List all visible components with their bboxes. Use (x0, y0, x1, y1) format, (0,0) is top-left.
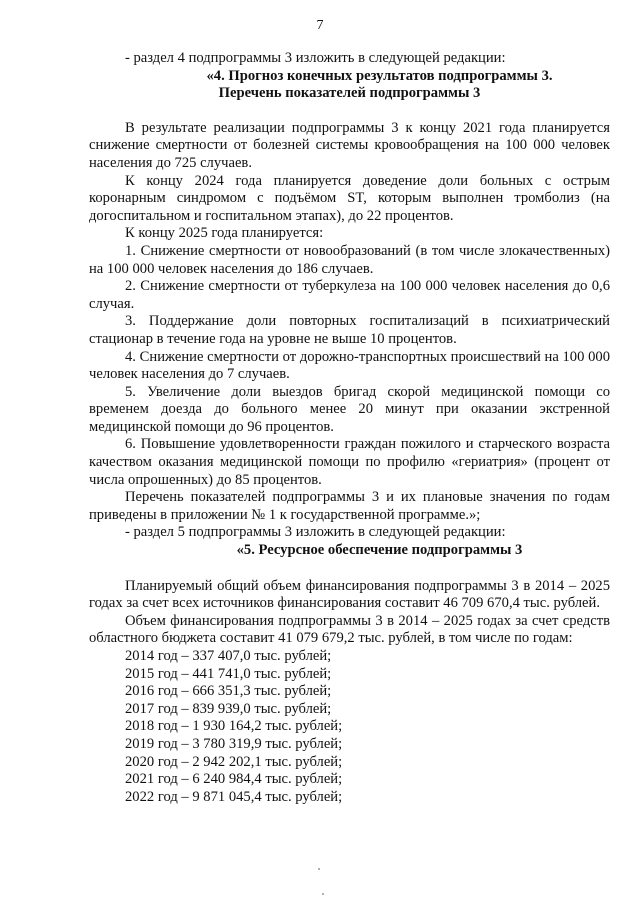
list-item: 4. Снижение смертности от дорожно-транспортных происшествий на 100 000 человек населения до 7 случаев. (89, 348, 610, 383)
funding-by-year-list (89, 648, 610, 806)
funding-paragraph: Объем финансирования подпрограммы 3 в 2014 – 2025 годах за счет средств областного бюджета составит 41 079 679,2 тыс. рублей, в том числе по годам: (89, 612, 610, 647)
list-item: 6. Повышение удовлетворенности граждан пожилого и старческого возраста качеством оказания медицинской помощи по профилю «гериатрия» (процент от числа опрошенных) до 85 процентов. (89, 436, 610, 488)
year-item: 2020 год – 2 942 202,1 тыс. рублей; (125, 753, 343, 770)
section4-heading-line2: Перечень показателей подпрограммы 3 (218, 85, 481, 102)
paragraph: К концу 2025 года планируется: (125, 225, 324, 242)
paragraph: Перечень показателей подпрограммы 3 и их плановые значения по годам приведены в приложении № 1 к государственной программе.»; (89, 489, 610, 523)
section4-heading-line1: «4. Прогноз конечных результатов подпрограммы 3. (206, 67, 553, 84)
list-item: 3. Поддержание доли повторных госпитализаций в психиатрический стационар в течение года на уровне не выше 10 процентов. (89, 313, 610, 347)
scan-speck (318, 868, 320, 870)
list-item: 2. Снижение смертности от туберкулеза на 100 000 человек населения до 0,6 случая. (89, 278, 610, 312)
paragraph: В результате реализации подпрограммы 3 к концу 2021 года планируется снижение смертности от болезней системы кровообращения на 100 000 человек населения до 725 случаев. (89, 119, 610, 171)
scan-speck (322, 893, 324, 895)
funding-paragraph: Планируемый общий объем финансирования подпрограммы 3 в 2014 – 2025 годах за счет всех источников финансирования составит 46 709 670,4 тыс. рублей. (89, 577, 610, 612)
section5-heading: «5. Ресурсное обеспечение подпрограммы 3 (236, 542, 523, 559)
paragraph: К концу 2024 года планируется доведение доли больных с острым коронарным синдромом с подъёмом ST, которым выполнен тромболиз (на догоспитальном и госпитальном этапах), до 22 процентов. (89, 172, 610, 224)
year-item: 2016 год – 666 351,3 тыс. рублей; (125, 683, 332, 700)
page-number: 7 (316, 18, 324, 33)
section4-intro: - раздел 4 подпрограммы 3 изложить в следующей редакции: (125, 50, 506, 66)
section5-intro: - раздел 5 подпрограммы 3 изложить в следующей редакции: (125, 524, 506, 541)
year-item: 2018 год – 1 930 164,2 тыс. рублей; (125, 718, 343, 735)
year-item: 2014 год – 337 407,0 тыс. рублей; (125, 648, 332, 664)
year-item: 2015 год – 441 741,0 тыс. рублей; (125, 665, 332, 682)
list-item: 1. Снижение смертности от новообразований (в том числе злокачественных) на 100 000 человек населения до 186 случаев. (89, 242, 610, 277)
year-item: 2022 год – 9 871 045,4 тыс. рублей; (125, 788, 343, 805)
year-item: 2017 год – 839 939,0 тыс. рублей; (125, 700, 332, 717)
document-body (89, 50, 610, 806)
year-item: 2019 год – 3 780 319,9 тыс. рублей; (125, 735, 343, 752)
year-item: 2021 год – 6 240 984,4 тыс. рублей; (125, 771, 343, 788)
list-item: 5. Увеличение доли выездов бригад скорой медицинской помощи со временем доезда до больного менее 20 минут при оказании экстренной медицинской помощи до 96 процентов. (89, 383, 610, 435)
